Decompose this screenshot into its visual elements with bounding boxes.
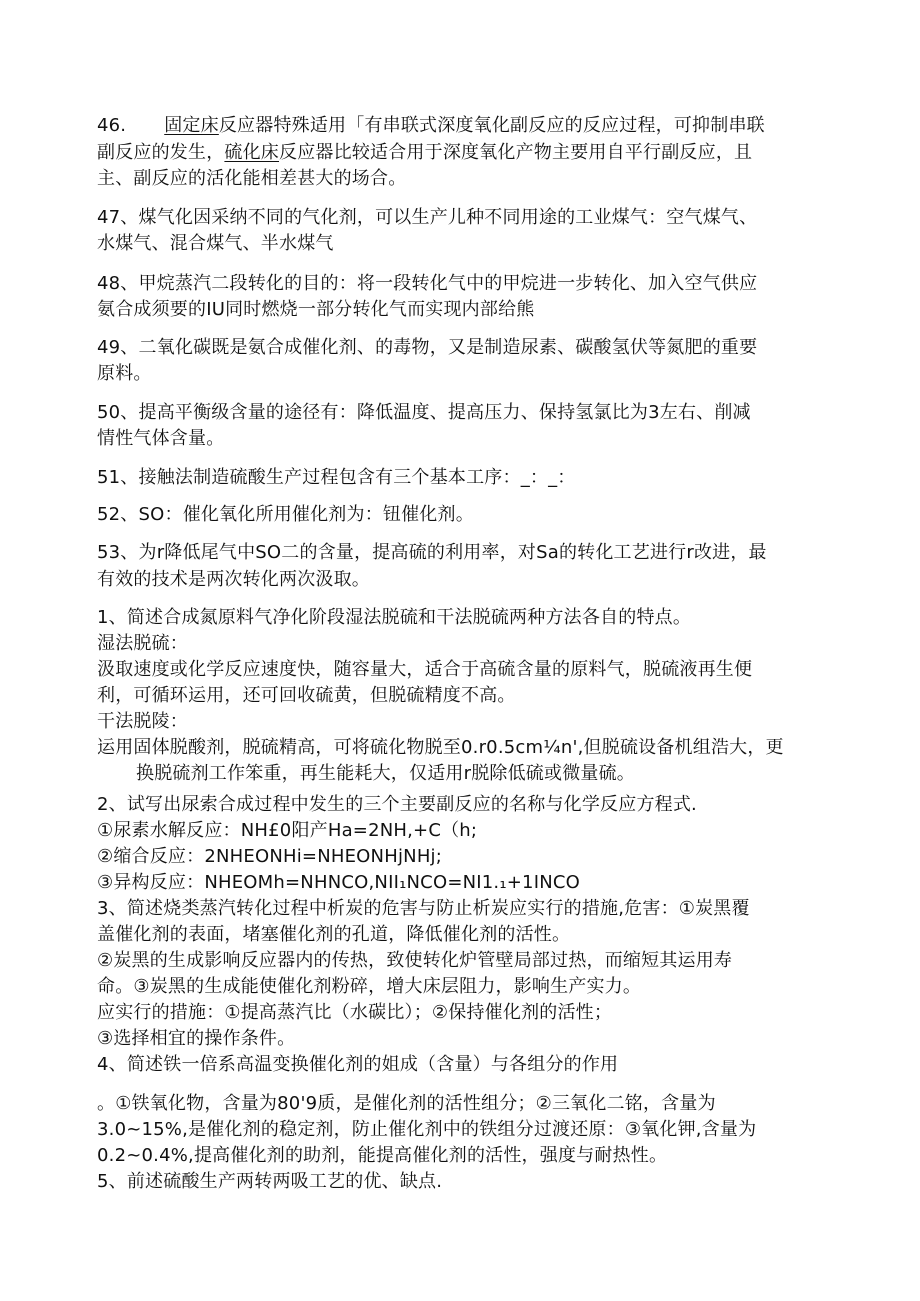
q48-line2: 氨合成须要的IU同时燃烧一部分转化气而实现内部给熊 xyxy=(97,299,535,320)
q48-line1: 48、甲烷蒸汽二段转化的目的：将一段转化气中的甲烷进一步转化、加入空气供应 xyxy=(97,273,758,294)
q52-line: 52、SO：催化氧化所用催化剂为：钮催化剂。 xyxy=(97,504,474,525)
s1-wet-label: 湿法脱硫： xyxy=(97,633,188,654)
q53-line2: 有效的技术是两次转化两次汲取。 xyxy=(97,569,370,590)
s4-line2: 3.0~15%,是催化剂的稳定剂，防止催化剂中的铁组分过渡还原：③氧化钾,含量为 xyxy=(97,1119,757,1140)
s2-reaction-3: ③异构反应：NHEOMh=NHNCO,NII₁NCO=NI1.₁+1INCO xyxy=(97,872,581,893)
q50-line1: 50、提高平衡级含量的途径有：降低温度、提高压力、保持氢氯比为3左右、削减 xyxy=(97,402,751,423)
s3-line6: ③选择相宜的操作条件。 xyxy=(97,1028,296,1049)
s1-wet-line1: 汲取速度或化学反应速度快，随容量大，适合于高硫含量的原料气，脱硫液再生便 xyxy=(97,659,753,680)
q50-line2: 情性气体含量。 xyxy=(97,428,225,449)
s5-title: 5、前述硫酸生产两转两吸工艺的优、缺点. xyxy=(97,1171,443,1192)
s4-line3: 0.2~0.4%,提高催化剂的助剂，能提高催化剂的活性，强度与耐热性。 xyxy=(97,1145,668,1166)
s3-line1: 3、简述烧类蒸汽转化过程中析炭的危害与防止析炭应实行的措施,危害：①炭黑覆 xyxy=(97,898,750,919)
q46-term-fixed-bed: 固定床 xyxy=(164,115,219,136)
s1-dry-line1: 运用固体脱酸剂，脱硫精高，可将硫化物脱至0.r0.5cm¼n',但脱硫设备机组浩大，更 xyxy=(97,737,784,758)
s3-line3: ②炭黑的生成影响反应器内的传热，致使转化炉管壁局部过热，而缩短其运用寿 xyxy=(97,950,733,971)
q46-line3: 主、副反应的活化能相差甚大的场合。 xyxy=(97,168,407,189)
q47-line1: 47、煤气化因采纳不同的气化剂，可以生产儿种不同用途的工业煤气：空气煤气、 xyxy=(97,207,758,228)
s1-title: 1、简述合成氮原料气净化阶段湿法脱硫和干法脱硫两种方法各自的特点。 xyxy=(97,607,692,628)
q46-line2 xyxy=(97,140,752,166)
q46-text2b: 反应器比较适合用于深度氧化产物主要用自平行副反应，且 xyxy=(279,142,753,163)
q46-number: 46. xyxy=(97,115,127,136)
q46-line1 xyxy=(97,113,765,139)
q46-term-fluid-bed: 硫化床 xyxy=(224,142,280,163)
s2-reaction-2: ②缩合反应：2NHEONHi=NHEONHjNHj; xyxy=(97,846,443,867)
s2-reaction-1: ①尿素水解反应：NH£0阳产Ha=2NH,+C（h; xyxy=(97,820,478,841)
q49-line2: 原料。 xyxy=(97,363,152,384)
s1-dry-label: 干法脱陵： xyxy=(97,711,188,732)
s4-line1: 。①铁氧化物，含量为80'9质，是催化剂的活性组分；②三氧化二铭，含量为 xyxy=(97,1093,716,1114)
q46-text2a: 副反应的发生， xyxy=(97,142,225,163)
q51-line: 51、接触法制造硫酸生产过程包含有三个基本工序：_：_： xyxy=(97,467,576,488)
s3-line4: 命。③炭黑的生成能使催化剂粉碎，增大床层阻力，影响生产实力。 xyxy=(97,976,642,997)
q49-line1: 49、二氧化碳既是氨合成催化剂、的毒物，又是制造尿素、碳酸氢伏等氮肥的重要 xyxy=(97,337,758,358)
s3-line2: 盖催化剂的表面，堵塞催化剂的孔道，降低催化剂的活性。 xyxy=(97,924,571,945)
s1-dry-line2: 换脱硫剂工作笨重，再生能耗大，仅适用r脱除低硫或微量硫。 xyxy=(136,763,635,784)
s4-title: 4、简述铁一倍系高温变换催化剂的姐成（含量）与各组分的作用 xyxy=(97,1054,619,1075)
s3-line5: 应实行的措施：①提高蒸汽比（水碳比）；②保持催化剂的活性； xyxy=(97,1002,613,1023)
s1-wet-line2: 利，可循环运用，还可回收硫黄，但脱硫精度不高。 xyxy=(97,685,516,706)
q47-line2: 水煤气、混合煤气、半水煤气 xyxy=(97,233,334,254)
q53-line1: 53、为r降低尾气中SO二的含量，提高硫的利用率，对Sa的转化工艺进行r改进，最 xyxy=(97,542,767,563)
q46-text1: 反应器特殊适用「有串联式深度氧化副反应的反应过程，可抑制串联 xyxy=(218,115,765,136)
s2-title: 2、试写出尿索合成过程中发生的三个主要副反应的名称与化学反应方程式. xyxy=(97,794,697,815)
